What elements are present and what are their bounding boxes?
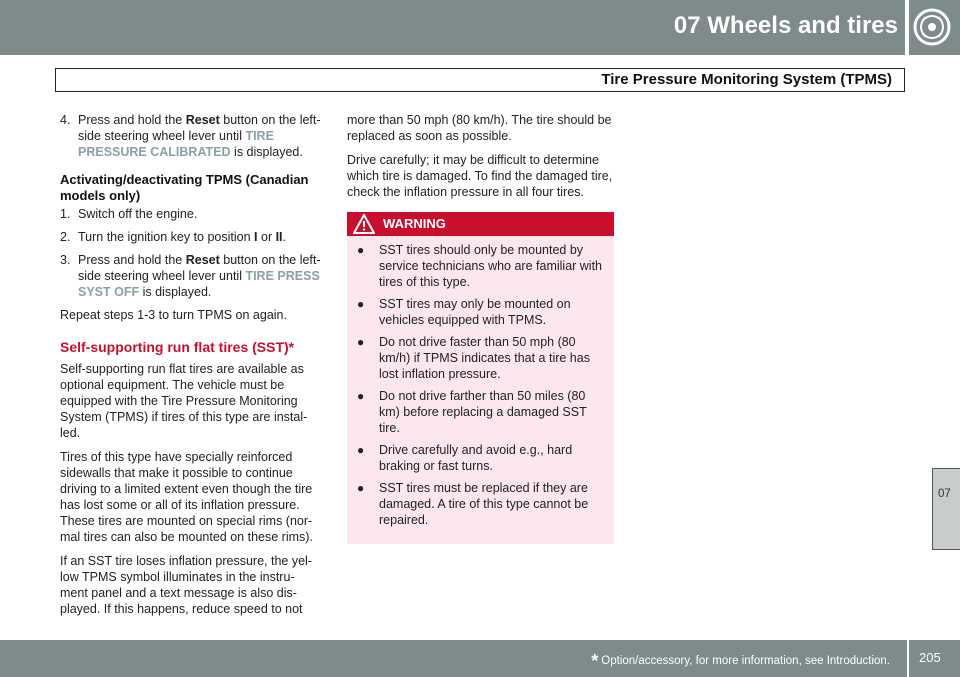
repeat-note: Repeat steps 1-3 to turn TPMS on again. [60, 308, 287, 322]
wheel-tire-icon [913, 8, 951, 46]
paragraph: Drive carefully; it may be difficult to determine which tire is damaged. To find the damaged tire, check the inflation pressure in all four tires. [347, 153, 613, 199]
middle-column [347, 112, 614, 544]
warning-box [347, 212, 614, 544]
list-item: ● Drive carefully and avoid e.g., hard braking or fast turns. [357, 443, 573, 473]
step-text: Press and hold the Reset button on the left-side steering wheel lever until TIRE PRESSURE CALIBRATED is displayed. [78, 113, 321, 159]
warning-triangle-icon [353, 214, 375, 234]
chapter-tab-label: 07 [938, 488, 951, 500]
step-3: 3. Press and hold the Reset button on the left-side steering wheel lever until TIRE PRESS SYST OFF is displayed. [60, 253, 321, 299]
step-2: 2. Turn the ignition key to position I or II. [60, 230, 287, 244]
paragraph: more than 50 mph (80 km/h). The tire should be replaced as soon as possible. [347, 113, 612, 143]
paragraph: Tires of this type have specially reinforced sidewalls that make it possible to continue driving to a limited extent even though the tire has lost some or all of its inflation pressure. These tires are mounted on special rims (nor-mal tires can also be mounted on these rims). [60, 450, 313, 544]
list-item: ● SST tires should only be mounted by service technicians who are familiar with tires of this type. [357, 243, 603, 289]
chapter-title: 07 Wheels and tires [673, 12, 898, 39]
list-item: ● Do not drive faster than 50 mph (80 km/h) if TPMS indicates that a tire has lost inflation pressure. [357, 335, 590, 381]
display-message: TIRE PRESSURE CALIBRATED [78, 129, 274, 159]
warning-list [347, 236, 614, 528]
paragraph: Self-supporting run flat tires are available as optional equipment. The vehicle must be equipped with the Tire Pressure Monitoring System (TPMS) if tires of this type are instal-led. [60, 362, 308, 440]
step-1: 1. Switch off the engine. [60, 207, 198, 221]
list-item: ● Do not drive farther than 50 miles (80 km) before replacing a damaged SST tire. [357, 389, 587, 435]
list-item: ● SST tires must be replaced if they are damaged. A tire of this type cannot be repaired. [357, 481, 589, 527]
display-message: TIRE PRESS SYST OFF [78, 269, 320, 299]
tpms-activate-heading: Activating/deactivating TPMS (Canadian models only) [60, 172, 309, 203]
paragraph: If an SST tire loses inflation pressure, the yel-low TPMS symbol illuminates in the instru-ment panel and a text message is also dis-played. If this happens, reduce speed to not [60, 554, 312, 616]
list-item: ● SST tires may only be mounted on vehicles equipped with TPMS. [357, 297, 571, 327]
sst-heading: Self-supporting run flat tires (SST)* [60, 339, 295, 355]
step-4 [60, 112, 322, 160]
step-number: 4. [60, 113, 71, 127]
section-title: Tire Pressure Monitoring System (TPMS) [601, 71, 892, 88]
chapter-tab [932, 468, 960, 550]
left-column [60, 112, 322, 625]
warning-label: WARNING [383, 216, 446, 231]
page-number: 205 [919, 650, 941, 665]
footnote: * Option/accessory, for more information, see Introduction. [591, 651, 890, 671]
section-bar [55, 68, 905, 92]
warning-header [347, 212, 614, 236]
